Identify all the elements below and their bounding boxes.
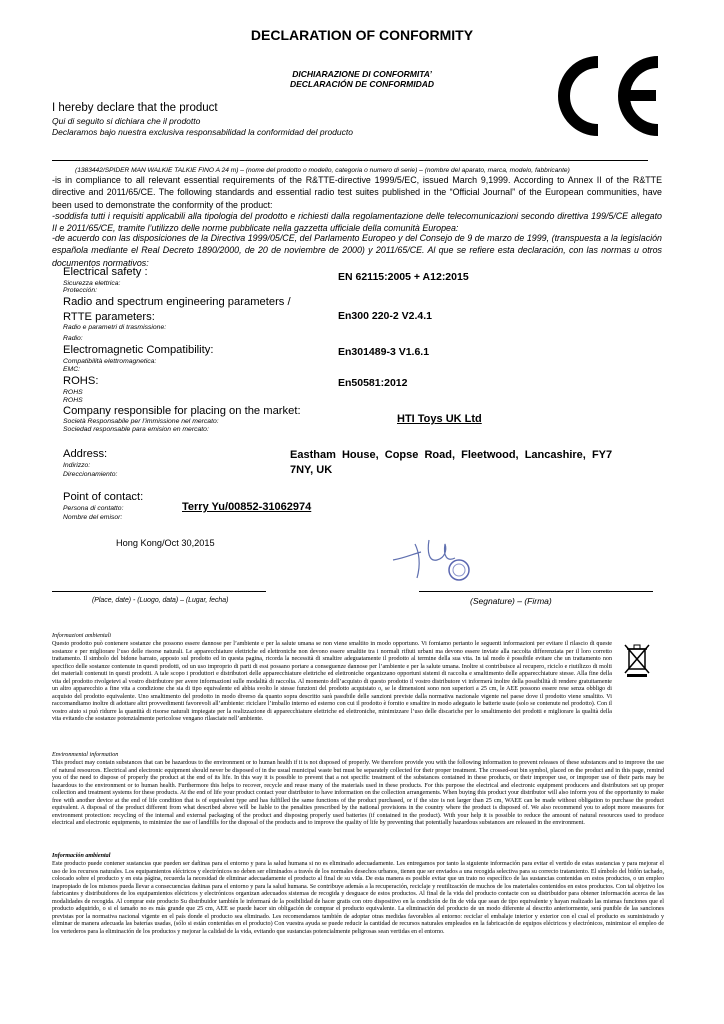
- compliance-spanish: -de acuerdo con las disposiciones de la Directiva 1999/05/CE, del Parlamento Europeo y del Consejo de 9 de marzo de 1999, (transpuesta a la legislación española mediante el Real Decreto 1890/2000, de 20 de noviembre de 2000) y 2011/65/CE. Al que se refiere esta declaración, con las normas u otros documentos normativos:: [52, 233, 662, 268]
- compliance-english: -is in compliance to all relevant essential requirements of the R&TTE-directive 1999/5/EC, issued March 9,1999. According to Annex II of the R&TTE directive and 2011/65/CE. The following standards and essential radio test suites published in the “Official Journal” of the European communities, have been used to demonstrate the conformity of the product:: [52, 175, 662, 210]
- page-title: DECLARATION OF CONFORMITY: [250, 27, 474, 43]
- company-es: Sociedad responsable para emision en mercato:: [63, 426, 209, 433]
- ce-mark-logo: [546, 50, 666, 140]
- address-value-line1: Eastham House, Copse Road, Fleetwood, Lancashire, FY7: [290, 449, 613, 461]
- company-it: Società Responsabile per l’immissione nel mercato:: [63, 418, 219, 425]
- contact-label: Point of contact:: [63, 491, 144, 503]
- emc-es: EMC:: [63, 366, 80, 373]
- electrical-safety-es: Protección:: [63, 287, 98, 294]
- radio-label-line2: RTTE parameters:: [63, 311, 155, 323]
- emc-label: Electromagnetic Compatibility:: [63, 344, 214, 356]
- radio-label-line1: Radio and spectrum engineering parameters /: [63, 296, 291, 308]
- env-en-heading: Environmental information: [52, 752, 119, 758]
- env-it-text: Questo prodotto può contenere sostanze che possono essere dannose per l’ambiente e per la salute umana se non viene smaltito in modo opportuno. Vi forniamo pertanto le seguenti informazioni per evitare il rilascio di queste sostanze e per migliorare l’uso delle risorse naturali. Le apparecchiature elettriche ed elettroniche non devono essere smaltite tra i normali rifiuti urbani ma devono essere inviate alla raccolta differenziata per il loro corretto trattamento. Il simbolo del bidone barrato, apposto sul prodotto ed in questa pagina, ricorda la necessità di smaltire adeguatamente il prodotto al termine della sua vita. In tal modo è possibile evitare che un trattamento non specifico delle sostanze contenute in questi prodotti, od un uso improprio di parti di essi possano portare a conseguenze dannose per l’ambiente e per la salute umana. Inoltre si contribuisce al recupero, riciclo e riutilizzo di molti dei materiali contenuti in questi prodotti. A tale scopo i produttori e distributori delle apparecchiature elettriche ed elettroniche organizzano opportuni sistemi di raccolta e smaltimento delle apparecchiature stesse. Alla fine della vita del prodotto rivolgetevi al vostro distributore per avere informazioni sulle modalità di raccolta. Al momento dell’acquisto di questo prodotto il vostro distributore vi informerà inoltre della possibilità di rendere gratuitamente un altro apparecchio a fine vita a condizione che sia di tipo equivalente ed abbia svolto le stesse funzioni del prodotto acquistato o, se le dimensioni sono non superiori a 25 cm, le AEE possono essere rese senza obbligo di acquisto del prodotto equivalente. Uno smaltimento del prodotto in modo diverso da quanto sopra descritto sarà passibile delle sanzioni previste dalla normativa nazionale vigente nel paese dove il prodotto viene smaltito. Vi raccomandiamo inoltre di adottare altri provvedimenti favorevoli all’ambiente: riciclare l’imballo interno ed esterno con cui il prodotto è fornito e smaltire in modo adeguato le batterie usate (solo se contenute nel prodotto). Con il vostro aiuto si può ridurre la quantità di risorse naturali impiegate per la realizzazione di apparecchiature elettriche ed elettroniche, minimizzare l’uso delle discariche per lo smaltimento dei prodotti e migliorare la qualità della vita evitando che sostanze potenzialmente pericolose vengano rilasciate nell’ambiente.: [52, 641, 612, 723]
- rohs-es: ROHS: [63, 397, 83, 404]
- contact-it: Persona di contatto:: [63, 505, 124, 512]
- contact-es: Nombre del emisor:: [63, 514, 123, 521]
- place-date: Hong Kong/Oct 30,2015: [116, 538, 215, 548]
- compliance-italian: -soddisfa tutti i requisiti applicabili alla tipologia del prodotto e richiesti dalla regolamentazione delle telecomunicazioni secondo direttiva 199/5/CE allegato II e 2011/65/CE, tramite l’utilizzo delle norme pubblicate nella gazzetta ufficiale della comunità Europea:: [52, 211, 662, 234]
- crossed-bin-icon: [624, 643, 650, 677]
- signature-line: [419, 591, 653, 592]
- rohs-it: ROHS: [63, 389, 83, 396]
- electrical-safety-value: EN 62115:2005 + A12:2015: [338, 271, 469, 283]
- signature-image: [385, 530, 495, 590]
- subtitle-spanish: DECLARACIÓN DE CONFORMIDAD: [289, 79, 435, 89]
- env-en-text: This product may contain substances that can be hazardous to the environment or to human health if it is not disposed of properly. We therefore provide you with the following information to prevent releases of these substances and to improve the use of natural resources. Electrical and electronic equipment should never be disposed of in the usual municipal waste but must be separately collected for their proper treatment. The crossed-out bin symbol, placed on the product and in this page, remind you of the need to dispose of properly the product at the end of its life. In this way it is possible to prevent that a not specific treatment of the substances contained in these products, or their improper use, or improper use of their parts may be hazardous to the environment or to human health. Furthermore this helps to recover, recycle and reuse many of the materials used in these products. For this purpose the electrical and electronic equipment producers and distributors set up proper collection and treatment systems for these products. At the end of life your product contact your distributor to have information on the collection arrangements. When buying this product your distributor will also inform you of the opportunity to make free with another device at the end of life condition that is of equivalent type and has fulfilled the same functions of the product purchased, or if the size is not larger than 25 cm, WAEE can be made without obligation to purchase the product equivalent. A disposal of the product different from what described above will be liable to the penalties prescribed by the national provisions in the country where the product is disposed of. We also recommend you to adopt more measures for environment protection: recycling of the internal and external packaging of the product and disposing properly used batteries (if contained in the product). With your help it is possible to reduce the amount of natural resources used to produce electrical and electronic equipments, to minimize the use of landfills for the disposal of the products and to improve the quality of life by preventing that potentially hazardous substances are released in the environment.: [52, 760, 664, 827]
- address-it: Indirizzo:: [63, 462, 91, 469]
- intro-italian: Qui di seguito si dichiara che il prodotto: [52, 116, 201, 126]
- address-label: Address:: [63, 448, 108, 460]
- product-caption: (1383442/SPIDER MAN WALKIE TALKIE FINO A 24 m) – (nome del prodotto o modello, categoria o numero di serie) – (nombre del aparato, marca, modelo, fabbricante): [75, 167, 570, 174]
- address-es: Direccionamiento:: [63, 471, 118, 478]
- electrical-safety-label: Electrical safety :: [63, 266, 148, 278]
- electrical-safety-it: Sicurezza elettrica:: [63, 280, 121, 287]
- signature-caption: (Segnature) – (Firma): [470, 596, 552, 606]
- product-line: [52, 160, 648, 161]
- radio-it: Radio e parametri di trasmissione:: [63, 324, 167, 331]
- rohs-value: En50581:2012: [338, 377, 408, 389]
- env-es-heading: Información ambiental: [52, 853, 111, 859]
- env-es-text: Este producto puede contener sustancias que pueden ser dañinas para el entorno y para la salud humana si no es eliminado adecuadamente. Les entregamos por tanto la siguiente información para evitar el vertido de estas sustancias y para mejorar el uso de los recursos naturales. Los equipamientos eléctricos y electrónicos no deben ser eliminados a través de los normales desechos urbanos, tienen que ser enviados a una recogida selectiva para su correcto tratamiento. El símbolo del bidón tachado, colocado sobre el producto y en esta página, recuerda la necesidad de eliminar adecuadamente el producto al final de su vida. De esta manera es posible evitar que un trato no específico de las sustancias contenidas en estos productos, o un empleo inapropiado de los mismos pueda llevar a consecuencias dañinas para el entorno y para la salud humana. Se contribuye además a la recuperación, reciclaje y reutilización de muchos de los materiales contenidos en estos productos. Con tal objetivo los fabricantes y distribuidores de los equipamientos eléctricos y electrónicos organizan adecuados sistemas de recogida y desguace de estos productos. Al final de la vida del producto contacte con su distribuidor para obtener información acerca de las modalidades de recogida. Al comprar este producto Su distribuidor también le informará de la posibilidad de hacer gratis con otro dispositivo en la condición de fin de vida que sean de tipo equivalente y hayan realizado las mismas funciones que el producto adquirido, o si el tamaño no es más grande que 25 cm, AEE se puede hacer sin obligación de comprar el producto equivalente. La eliminación del producto de un modo diferente al descrito anteriormente, será punible de las sanciones previstas por la normativa nacional vigente en el país donde el producto sea eliminado. Les recomendamos también de adoptar otras medidas favorables al entorno: reciclar el embalaje interior y exterior con el cual el producto es suministrado y eliminar de manera adecuada las baterías usadas, (sólo si están contenidas en el producto) Con vuestra ayuda se puede reducir la cantidad de recursos naturales empleados en la fabricación de equipos eléctricos y electrónicos, minimizar el empleo de los vertederos para la eliminación de los productos y mejorar la calidad de la vida, evitando que sustancias potencialmente peligrosas sean vertidas en el entorno.: [52, 861, 664, 935]
- env-it-heading: Informazioni ambientali: [52, 633, 112, 639]
- company-label: Company responsible for placing on the market:: [63, 405, 301, 417]
- radio-es: Radio:: [63, 335, 83, 342]
- place-date-line: [52, 591, 266, 592]
- emc-value: En301489-3 V1.6.1: [338, 346, 430, 358]
- intro-spanish: Declaramos bajo nuestra exclusiva responsabilidad la conformidad del producto: [52, 127, 353, 137]
- radio-value: En300 220-2 V2.4.1: [338, 310, 432, 322]
- contact-value: Terry Yu/00852-31062974: [182, 501, 312, 513]
- emc-it: Compatibilità elettromagnetica:: [63, 358, 157, 365]
- rohs-label: ROHS:: [63, 375, 99, 387]
- company-value: HTI Toys UK Ltd: [397, 413, 482, 425]
- place-date-caption: (Place, date) - (Luogo, data) – (Lugar, fecha): [92, 597, 229, 604]
- subtitle-italian: DICHIARAZIONE DI CONFORMITA’: [292, 69, 432, 79]
- address-value-line2: 7NY, UK: [290, 464, 333, 476]
- intro-english: I hereby declare that the product: [52, 102, 218, 114]
